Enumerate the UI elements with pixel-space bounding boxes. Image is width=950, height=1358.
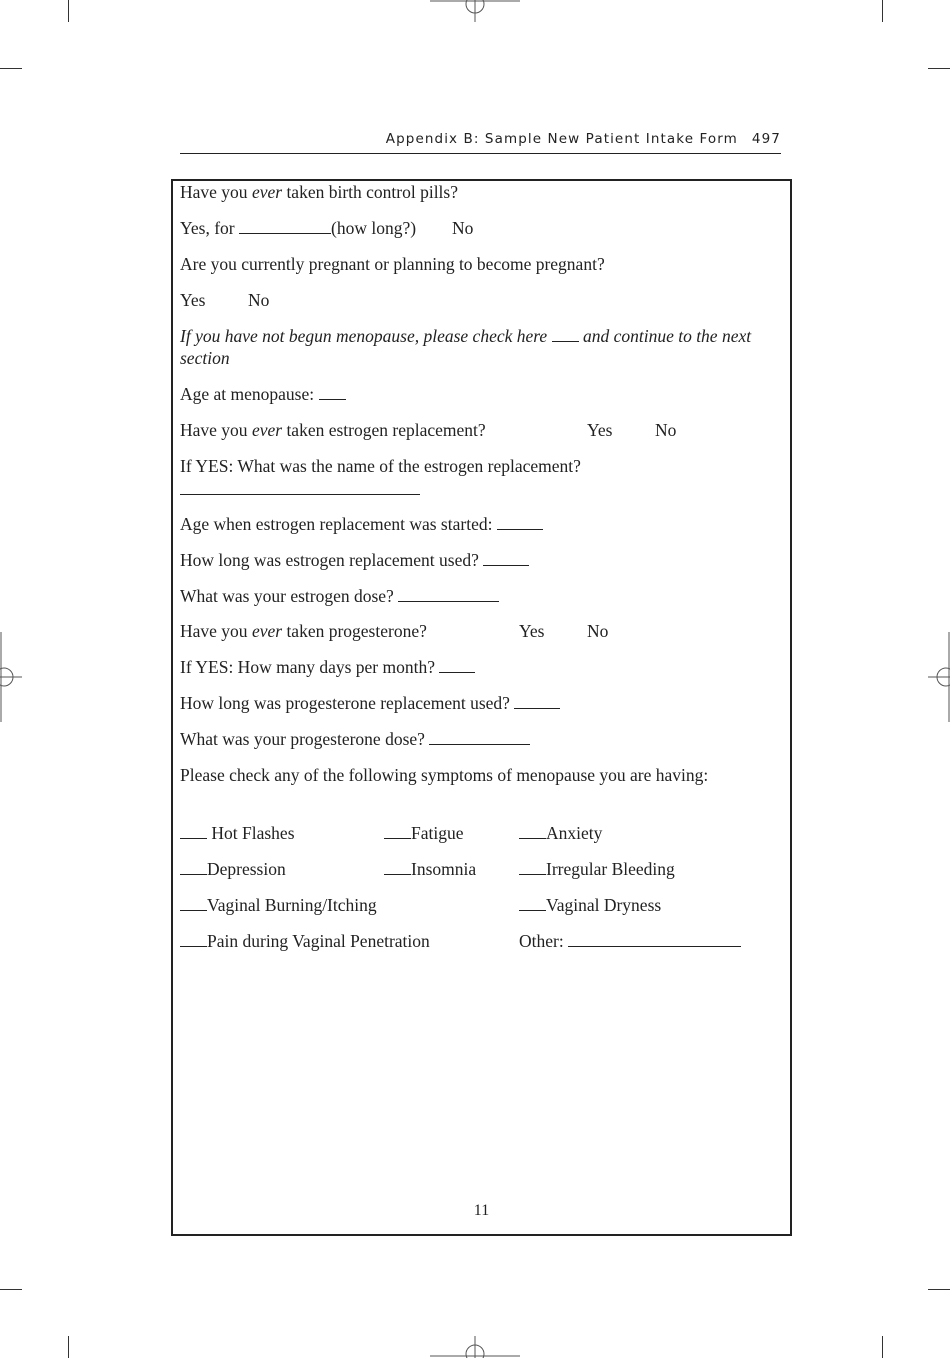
- estrogen-start-age-field[interactable]: [497, 514, 543, 530]
- crop-mark: [928, 1289, 950, 1290]
- estrogen-name-question: If YES: What was the name of the estrogen replacement?: [180, 456, 581, 476]
- answer-pregnant: [180, 289, 270, 311]
- menopause-check-field[interactable]: [552, 326, 579, 342]
- progesterone-duration: How long was progesterone replacement used?: [180, 692, 560, 714]
- progesterone-dose: What was your progesterone dose?: [180, 728, 530, 750]
- progesterone-yes-option[interactable]: Yes: [519, 621, 545, 641]
- estrogen-name-field[interactable]: [180, 494, 420, 495]
- estrogen-start-age: Age when estrogen replacement was started:: [180, 513, 543, 535]
- registration-mark-bottom: [430, 1334, 520, 1358]
- question-progesterone: Have you ever taken progesterone? Yes No: [180, 621, 609, 641]
- progesterone-days-field[interactable]: [439, 657, 475, 673]
- question-birth-control: Have you ever taken birth control pills?: [180, 182, 458, 202]
- crop-mark: [68, 0, 69, 22]
- book-page-number: 497: [751, 131, 781, 147]
- symptom-anxiety[interactable]: Anxiety: [519, 822, 602, 844]
- pregnant-no-option[interactable]: No: [248, 290, 270, 310]
- pregnant-yes-option[interactable]: Yes: [180, 290, 206, 310]
- crop-mark: [0, 1289, 22, 1290]
- progesterone-days: If YES: How many days per month?: [180, 656, 475, 678]
- estrogen-dose: What was your estrogen dose?: [180, 585, 499, 607]
- question-pregnant: Are you currently pregnant or planning to become pregnant?: [180, 254, 605, 274]
- running-title: Appendix B: Sample New Patient Intake Form: [385, 131, 738, 147]
- symptom-fatigue[interactable]: Fatigue: [384, 822, 464, 844]
- progesterone-no-option[interactable]: No: [587, 621, 609, 641]
- crop-mark: [882, 1336, 883, 1358]
- estrogen-duration-field[interactable]: [483, 550, 529, 566]
- age-menopause-field[interactable]: [319, 384, 346, 400]
- crop-mark: [928, 68, 950, 69]
- birth-control-duration-field[interactable]: [239, 218, 331, 234]
- symptom-vaginal-burning[interactable]: Vaginal Burning/Itching: [180, 894, 377, 916]
- crop-mark: [0, 68, 22, 69]
- running-head: [180, 131, 781, 154]
- symptom-other-field[interactable]: [568, 931, 741, 947]
- age-at-menopause: Age at menopause:: [180, 383, 346, 405]
- crop-mark: [882, 0, 883, 22]
- progesterone-dose-field[interactable]: [429, 729, 530, 745]
- symptom-vaginal-dryness[interactable]: Vaginal Dryness: [519, 894, 661, 916]
- registration-mark-top: [430, 0, 520, 24]
- progesterone-duration-field[interactable]: [514, 693, 560, 709]
- estrogen-duration: How long was estrogen replacement used?: [180, 549, 529, 571]
- registration-mark-right: [926, 632, 950, 722]
- intake-form-frame: [171, 179, 792, 1236]
- symptom-pain-penetration[interactable]: Pain during Vaginal Penetration: [180, 930, 430, 952]
- symptom-hot-flashes[interactable]: Hot Flashes: [180, 822, 295, 844]
- crop-mark: [68, 1336, 69, 1358]
- estrogen-yes-option[interactable]: Yes: [587, 420, 613, 440]
- symptom-other: Other:: [519, 930, 741, 952]
- menopause-instruction: If you have not begun menopause, please check here and continue to the next section: [180, 326, 752, 368]
- symptom-depression[interactable]: Depression: [180, 858, 286, 880]
- estrogen-no-option[interactable]: No: [655, 420, 677, 440]
- symptom-insomnia[interactable]: Insomnia: [384, 858, 476, 880]
- symptom-irregular-bleeding[interactable]: Irregular Bleeding: [519, 858, 675, 880]
- registration-mark-left: [0, 632, 24, 722]
- question-estrogen: Have you ever taken estrogen replacement? Yes No: [180, 420, 677, 440]
- answer-birth-control: Yes, for (how long?) No: [180, 218, 474, 238]
- form-page-number: 11: [473, 1202, 490, 1219]
- birth-control-no-option[interactable]: No: [452, 218, 474, 238]
- symptoms-prompt: Please check any of the following symptoms of menopause you are having:: [180, 765, 709, 785]
- estrogen-dose-field[interactable]: [398, 586, 499, 602]
